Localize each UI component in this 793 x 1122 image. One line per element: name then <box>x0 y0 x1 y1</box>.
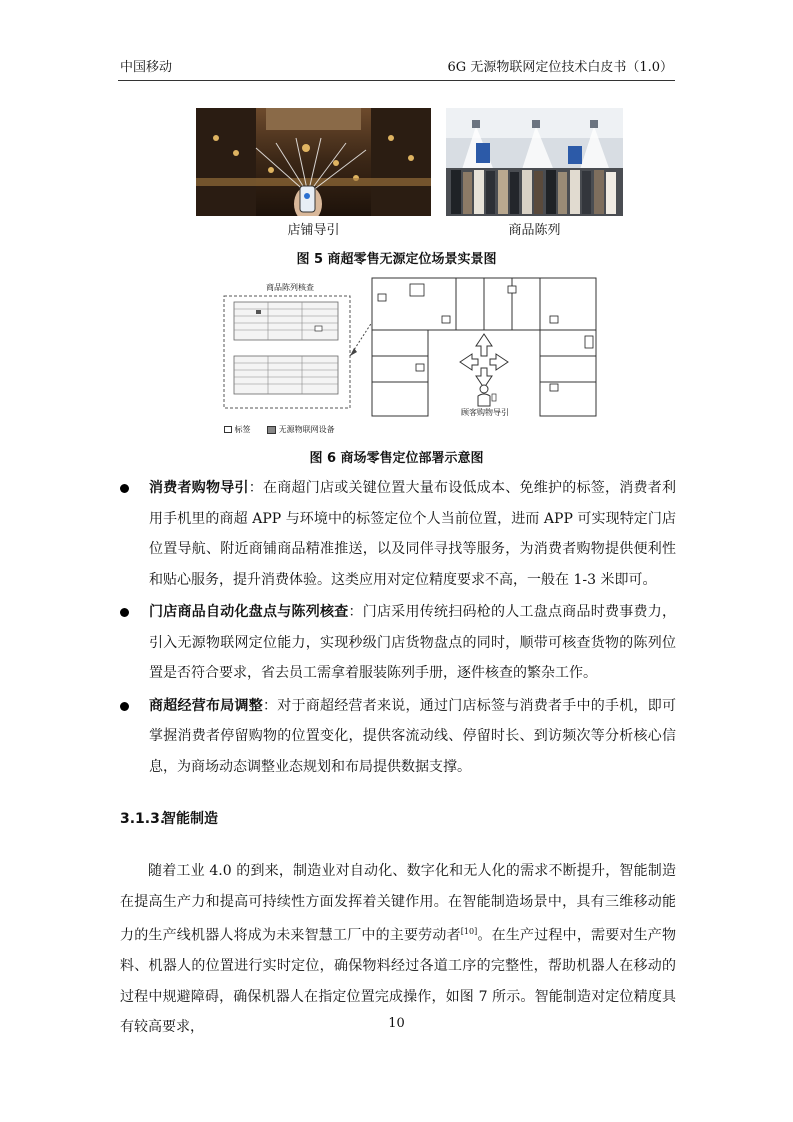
bullet-text: ：对于商超经营者来说，通过门店标签与消费者手中的手机，即可掌握消费者停留购物的位置变化，提供客流动线、停留时长、到访频次等分析核心信息，为商场动态调整业态规划和布局提供数据支撑。 <box>149 697 676 775</box>
section-number: 3.1.3. <box>120 811 166 827</box>
section-title: 智能制造 <box>162 811 218 827</box>
legend-device-label: 无源物联网设备 <box>278 425 335 434</box>
header-doc-title: 6G 无源物联网定位技术白皮书（1.0） <box>447 60 673 75</box>
section-heading <box>120 808 218 828</box>
bullet-title: 商超经营布局调整 <box>149 697 263 714</box>
legend-device-icon <box>267 426 276 434</box>
inset-title: 商品陈列核查 <box>266 283 314 292</box>
figure-6-caption: 图 6 商场零售定位部署示意图 <box>309 451 484 466</box>
bullet-text: ：门店采用传统扫码枪的人工盘点商品时费事费力，引入无源物联网定位能力，实现秒级门店货物盘点的同时，顺带可核查货物的陈列位置是否符合要求，省去员工需拿着服装陈列手册，逐件核查的繁杂工作。 <box>149 604 676 681</box>
list-item <box>120 473 676 595</box>
photo-product-display <box>446 108 623 216</box>
photo-product-display-caption: 商品陈列 <box>508 223 561 238</box>
paragraph-text-1: 随着工业 4.0 的到来，制造业对自动化、数字化和无人化的需求不断提升，智能制造在提高生产力和提高可持续性方面发挥着关键作用。在智能制造场景中，具有三维移动能力的生产线机器人将成为未来智慧工厂中的主要劳动者 <box>120 863 676 944</box>
bullet-text: ：在商超门店或关键位置大量布设低成本、免维护的标签，消费者利用手机里的商超 APP 与环境中的标签定位个人当前位置，进而 APP 可实现特定门店位置导航、附近商铺商品精准推送，以及同伴寻找等服务，为消费者购物提供便利性和贴心服务，提升消费体验。这类应用对定位精度要求不高，一般在 1-3 米即可。 <box>149 480 676 588</box>
bullet-title: 消费者购物导引 <box>149 480 249 496</box>
list-item <box>120 597 676 689</box>
legend <box>224 424 335 435</box>
deployment-diagram <box>220 276 600 438</box>
bullet-list <box>120 473 676 784</box>
photo-store-guide-caption: 店铺导引 <box>287 223 340 238</box>
paragraph-text-2: 。在生产过程中，需要对生产物料、机器人的位置进行实时定位，确保物料经过各道工序的完整性，帮助机器人在移动的过程中规避障碍，确保机器人在指定位置完成操作，如图 7 所示。智能制造对定位精度具有较高要求， <box>120 927 677 1036</box>
bullet-dot-icon <box>120 702 129 711</box>
shopper-label: 顾客购物导引 <box>461 408 509 417</box>
header-org: 中国移动 <box>120 60 173 75</box>
bullet-dot-icon <box>120 484 129 493</box>
header-rule <box>118 80 675 81</box>
photo-product-display-graphic <box>446 108 623 216</box>
legend-tag-label: 标签 <box>234 425 251 434</box>
page-number: 10 <box>388 1016 405 1031</box>
citation-ref: [10] <box>460 927 478 936</box>
figure-5-caption: 图 5 商超零售无源定位场景实景图 <box>296 252 497 267</box>
photo-store-guide-graphic <box>196 108 431 216</box>
list-item <box>120 691 676 783</box>
legend-tag-icon <box>224 426 232 433</box>
photo-store-guide <box>196 108 431 216</box>
bullet-title: 门店商品自动化盘点与陈列核查 <box>149 604 349 620</box>
body-paragraph <box>120 856 676 1043</box>
bullet-dot-icon <box>120 608 129 617</box>
figure-6-diagram <box>220 276 600 438</box>
